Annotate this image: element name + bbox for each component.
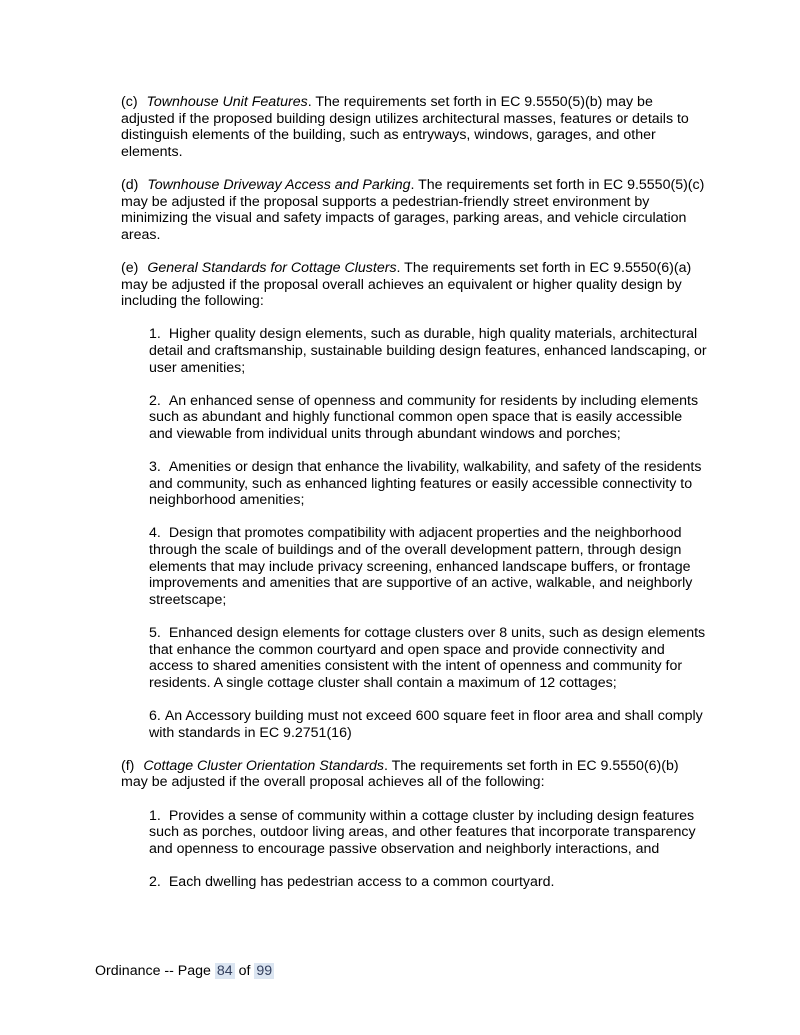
section-text: . The requirements set forth in EC 9.5550(6)(b) may be adjusted if the overall proposal achieves all of the following:: [121, 757, 679, 791]
item-text: Design that promotes compatibility with adjacent properties and the neighborhood through the scale of buildings and of the overall development pattern, through design elements that may include privacy screening, enhanced landscape buffers, or frontage improvements and amenities that are supportive of an active, walkable, and neighborly streetscape;: [149, 525, 693, 608]
item-number: 1.: [149, 807, 161, 824]
section-letter: (d): [121, 176, 139, 193]
section-f: [121, 758, 709, 791]
section-letter: (e): [121, 259, 139, 276]
section-heading: Townhouse Driveway Access and Parking: [147, 176, 411, 193]
list-item: [149, 525, 709, 608]
item-text: Higher quality design elements, such as durable, high quality materials, architectural detail and craftsmanship, sustainable building design features, enhanced landscaping, or user amenities;: [149, 326, 707, 376]
list-item: [149, 708, 709, 741]
section-text: . The requirements set forth in EC 9.5550(5)(c) may be adjusted if the proposal supports a pedestrian-friendly street environment by minimizing the visual and safety impacts of garages, parking areas, and vehicle circulation areas.: [121, 176, 705, 243]
list-item: [149, 874, 709, 891]
item-number: 2.: [149, 392, 161, 409]
section-d: [121, 177, 709, 243]
section-letter: (f): [121, 757, 135, 774]
footer-of: of: [238, 963, 251, 979]
list-item: [149, 808, 709, 858]
page-total: 99: [256, 963, 273, 979]
item-text: An enhanced sense of openness and community for residents by including elements such as abundant and highly functional common open space that is easily accessible and viewable from individual units through abundant windows and porches;: [149, 392, 699, 442]
page-footer: [95, 962, 274, 980]
item-number: 2.: [149, 873, 161, 890]
item-number: 4.: [149, 525, 161, 542]
section-heading: General Standards for Cottage Clusters: [147, 259, 397, 276]
section-text: . The requirements set forth in EC 9.5550(5)(b) may be adjusted if the proposed building design utilizes architectural masses, features or details to distinguish elements of the building, such as entryways, windows, garages, and other elements.: [121, 94, 689, 160]
section-letter: (c): [121, 94, 138, 110]
list-item: [149, 459, 709, 509]
page-number: 84: [216, 963, 233, 979]
document-body: [121, 94, 709, 907]
item-text: Each dwelling has pedestrian access to a common courtyard.: [168, 873, 555, 890]
item-number: 1.: [149, 326, 161, 343]
item-text: An Accessory building must not exceed 600 square feet in floor area and shall comply with standards in EC 9.2751(16): [149, 707, 703, 741]
list-item: [149, 326, 709, 376]
item-text: Amenities or design that enhance the livability, walkability, and safety of the residents and community, such as enhanced lighting features or easily accessible connectivity to neighborhood amenities;: [149, 459, 702, 509]
footer-label: Ordinance -- Page: [95, 963, 211, 979]
list-item: [149, 393, 709, 443]
section-heading: Cottage Cluster Orientation Standards: [143, 757, 384, 774]
section-e: [121, 260, 709, 310]
item-text: Enhanced design elements for cottage clusters over 8 units, such as design elements that enhance the common courtyard and open space and provide connectivity and access to shared amenities consistent with the intent of openness and community for residents. A single cottage cluster shall contain a maximum of 12 cottages;: [149, 625, 706, 691]
section-text: . The requirements set forth in EC 9.5550(6)(a) may be adjusted if the proposal overall achieves an equivalent or higher quality design by including the following:: [121, 259, 692, 310]
list-item: [149, 625, 709, 691]
section-heading: Townhouse Unit Features: [146, 94, 308, 110]
item-number: 3.: [149, 459, 161, 476]
section-c: [121, 94, 709, 160]
item-number: 5.: [149, 625, 161, 641]
item-text: Provides a sense of community within a cottage cluster by including design features such as porches, outdoor living areas, and other features that incorporate transparency and openness to encourage passive observation and neighborly interactions, and: [149, 807, 696, 857]
item-number: 6.: [149, 707, 161, 724]
